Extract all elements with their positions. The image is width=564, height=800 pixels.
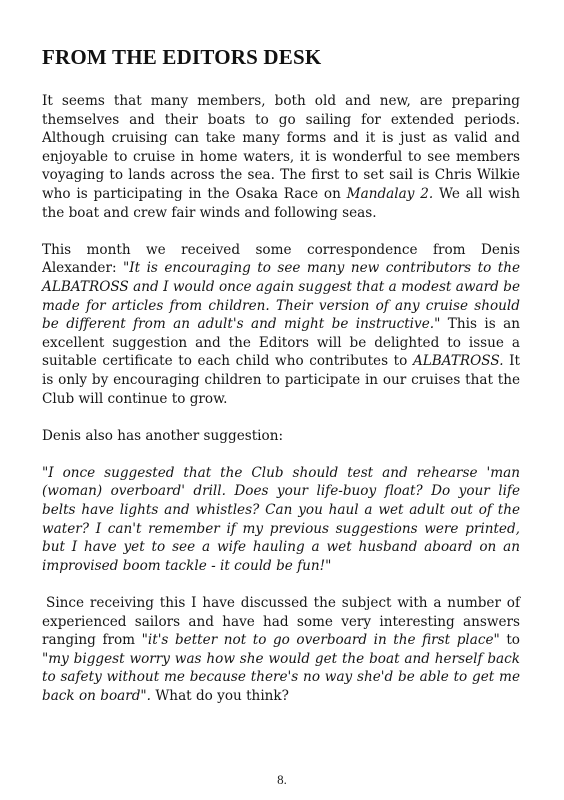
- quoted-suggestion: "I once suggested that the Club should test and rehearse 'man (woman) overboard' drill. Does your life-buoy float? Do your life belts have lights and whistles? Can you haul a wet adult out of the water? I can't remember if my previous suggestions were printed, but I have yet to see a wife hauling a wet husband aboard on an improvised boom tackle - it could be fun!": [42, 464, 520, 574]
- paragraph-text: It seems that many members, both old and new, are preparing themselves and their boats to go sailing for extended periods. Although cruising can take many forms and it is just as valid and enjoyable to cruise in home waters, it is wonderful to see members voyaging to lands across the sea. The first to set sail is Chris Wilkie who is participating in the Osaka Race on: [42, 93, 520, 202]
- boat-name: Mandalay 2.: [346, 185, 434, 202]
- paragraph-text: This month we received some correspondence from Denis Alexander:: [42, 241, 520, 277]
- paragraph-text: Since receiving this I have discussed the subject with a number of experienced sailors and have had some very interesting answers ranging from: [42, 595, 520, 649]
- paragraph-text: This is an excellent suggestion and the Editors will be delighted to issue a suitable certificate to each child who contributes to: [42, 316, 520, 370]
- magazine-name: ALBATROSS.: [412, 353, 504, 370]
- paragraph-another-suggestion: Denis also has another suggestion:: [42, 427, 284, 444]
- page-number: 8.: [277, 772, 287, 787]
- paragraph-text: We all wish the boat and crew fair winds and following seas.: [42, 185, 521, 221]
- paragraph-text: It is only by encouraging children to participate in our cruises that the Club will continue to grow.: [42, 353, 520, 407]
- article-title: FROM THE EDITORS DESK: [42, 45, 322, 69]
- paragraph-text: to: [499, 632, 520, 649]
- paragraph-correspondence: [42, 241, 520, 408]
- paragraph-editor-reply: [42, 594, 520, 706]
- sailor-quote: "my biggest worry was how she would get the boat and herself back to safety without me because there's no way she'd be able to get me back on board".: [42, 650, 520, 704]
- paragraph-intro: [42, 92, 520, 222]
- paragraph-overboard-quote: [42, 464, 520, 576]
- paragraph-text: What do you think?: [151, 688, 289, 704]
- quoted-letter: "It is encouraging to see many new contributors to the ALBATROSS and I would once again suggest that a modest award be made for articles from children. Their version of any cruise should be different from an adult's and might be instructive.": [42, 260, 520, 333]
- sailor-quote: "it's better not to go overboard in the first place": [141, 632, 500, 649]
- article-body: [42, 92, 520, 724]
